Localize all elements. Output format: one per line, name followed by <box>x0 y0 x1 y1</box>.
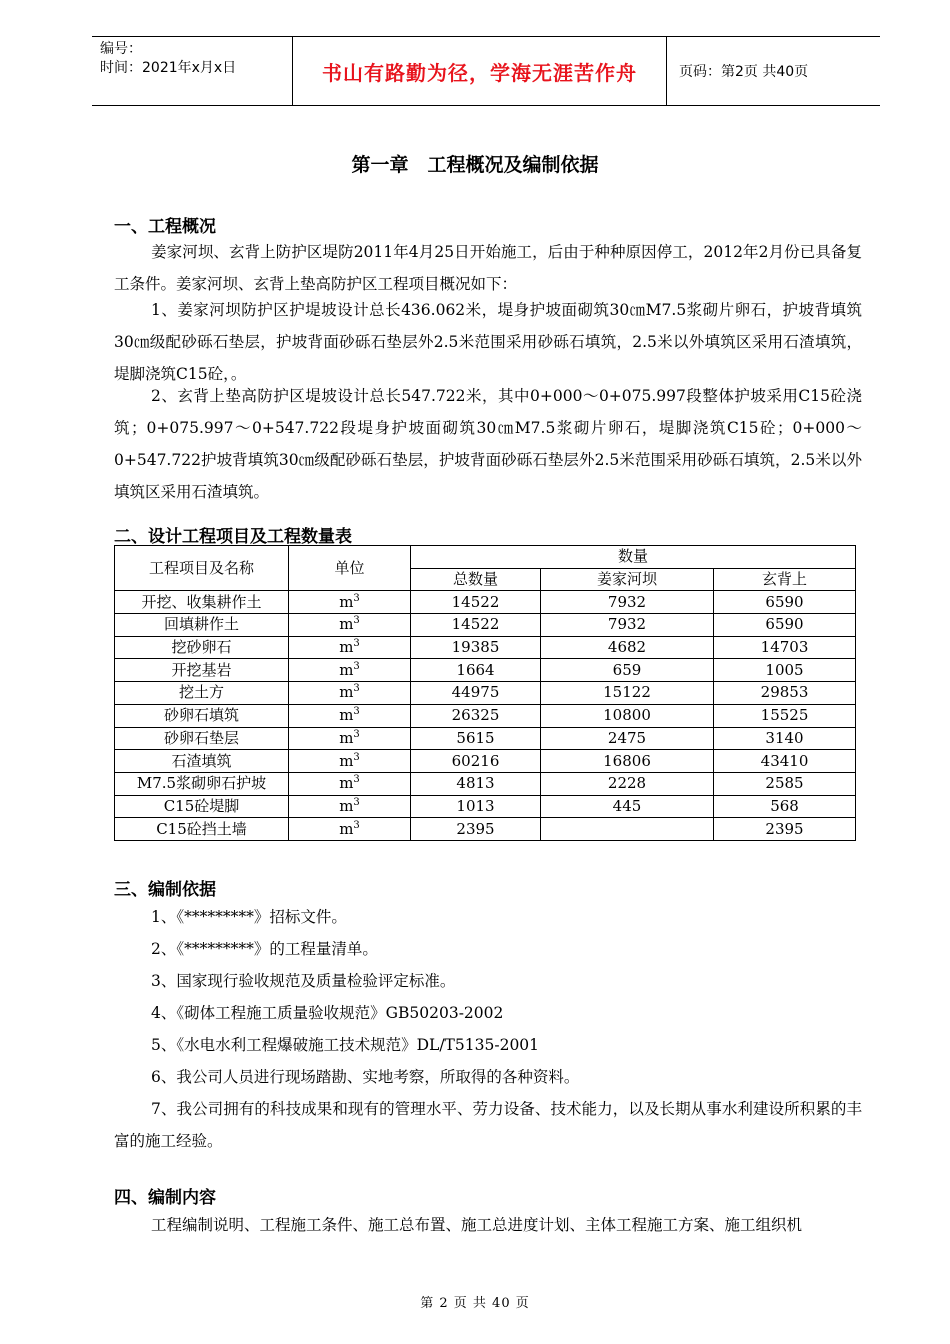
row-name-cell: C15砼挡土墙 <box>115 818 289 841</box>
row-xuanbeishang-cell: 14703 <box>714 636 856 659</box>
row-xuanbeishang-cell: 1005 <box>714 659 856 682</box>
row-total-cell: 2395 <box>411 818 541 841</box>
table-row <box>115 636 856 659</box>
row-unit-cell <box>289 795 411 818</box>
unit-base: m <box>339 615 354 634</box>
row-name-cell: 石渣填筑 <box>115 750 289 773</box>
header-time-label: 时间：2021年x月x日 <box>100 60 237 76</box>
row-jiangjiahe-cell: 15122 <box>541 682 714 705</box>
basis-item-3: 3、国家现行验收规范及质量检验评定标准。 <box>151 972 456 990</box>
section4-title: 四、编制内容 <box>114 1188 216 1208</box>
row-jiangjiahe-cell: 4682 <box>541 636 714 659</box>
section1-intro-text: 姜家河坝、玄背上防护区堤防2011年4月25日开始施工，后由于种种原因停工，2012年2月份已具备复工条件。姜家河坝、玄背上垫高防护区工程项目概况如下： <box>114 243 862 293</box>
row-total-cell: 44975 <box>411 682 541 705</box>
unit-base: m <box>339 751 354 770</box>
basis-item-6: 6、我公司人员进行现场踏勘、实地考察，所取得的各种资料。 <box>151 1068 580 1086</box>
unit-exponent: 3 <box>353 638 360 650</box>
unit-base: m <box>339 706 354 725</box>
unit-exponent: 3 <box>353 796 360 808</box>
col-header-jiangjiahe: 姜家河坝 <box>541 568 714 591</box>
basis-item-2: 2、《*********》的工程量清单。 <box>151 940 378 958</box>
row-xuanbeishang-cell: 2395 <box>714 818 856 841</box>
row-total-cell: 1013 <box>411 795 541 818</box>
row-unit-cell <box>289 704 411 727</box>
row-total-cell: 60216 <box>411 750 541 773</box>
table-row <box>115 704 856 727</box>
col-header-xuanbeishang: 玄背上 <box>714 568 856 591</box>
row-unit-cell <box>289 659 411 682</box>
row-total-cell: 4813 <box>411 772 541 795</box>
row-xuanbeishang-cell: 3140 <box>714 727 856 750</box>
unit-exponent: 3 <box>353 706 360 718</box>
unit-exponent: 3 <box>353 615 360 627</box>
col-header-name: 工程项目及名称 <box>115 546 289 591</box>
row-name-cell: C15砼堤脚 <box>115 795 289 818</box>
unit-base: m <box>339 660 354 679</box>
unit-exponent: 3 <box>353 728 360 740</box>
section1-intro <box>114 236 862 300</box>
row-jiangjiahe-cell: 7932 <box>541 591 714 614</box>
unit-base: m <box>339 683 354 702</box>
unit-exponent: 3 <box>353 774 360 786</box>
row-xuanbeishang-cell: 568 <box>714 795 856 818</box>
row-xuanbeishang-cell: 6590 <box>714 591 856 614</box>
table-row <box>115 727 856 750</box>
unit-exponent: 3 <box>353 751 360 763</box>
row-total-cell: 19385 <box>411 636 541 659</box>
row-jiangjiahe-cell <box>541 818 714 841</box>
unit-base: m <box>339 638 354 657</box>
row-unit-cell <box>289 591 411 614</box>
row-name-cell: M7.5浆砌卵石护坡 <box>115 772 289 795</box>
col-header-quantity: 数量 <box>411 546 856 569</box>
basis-item-5: 5、《水电水利工程爆破施工技术规范》DL/T5135-2001 <box>151 1036 540 1054</box>
section1-item1-text: 1、姜家河坝防护区护堤坡设计总长436.062米，堤身护坡面砌筑30㎝M7.5浆砌片卵石，护坡背填筑30㎝级配砂砾石垫层，护坡背面砂砾石垫层外2.5米范围采用砂砾石填筑，2.5米以外填筑区采用石渣填筑，堤脚浇筑C15砼，。 <box>114 301 862 383</box>
section1-item1 <box>114 294 862 390</box>
row-xuanbeishang-cell: 6590 <box>714 614 856 637</box>
section1-item2-text: 2、玄背上垫高防护区堤坡设计总长547.722米，其中0+000～0+075.997段整体护坡采用C15砼浇筑；0+075.997～0+547.722段堤身护坡面砌筑30㎝M7.5浆砌片卵石，堤脚浇筑C15砼；0+000～0+547.722护坡背填筑30㎝级配砂砾石垫层，护坡背面砂砾石垫层外2.5米范围采用砂砾石填筑，2.5米以外填筑区采用石渣填筑。 <box>114 387 863 501</box>
unit-base: m <box>339 728 354 747</box>
unit-base: m <box>339 819 354 838</box>
row-jiangjiahe-cell: 2228 <box>541 772 714 795</box>
table-row <box>115 659 856 682</box>
basis-item-7-text: 7、我公司拥有的科技成果和现有的管理水平、劳力设备、技术能力，以及长期从事水利建设所积累的丰富的施工经验。 <box>114 1100 862 1150</box>
col-header-unit: 单位 <box>289 546 411 591</box>
row-jiangjiahe-cell: 445 <box>541 795 714 818</box>
header-page-label: 页码：第2页 共40页 <box>679 64 809 80</box>
section3-title: 三、编制依据 <box>114 880 216 900</box>
table-row <box>115 614 856 637</box>
row-jiangjiahe-cell: 10800 <box>541 704 714 727</box>
row-unit-cell <box>289 772 411 795</box>
table-row <box>115 591 856 614</box>
row-unit-cell <box>289 636 411 659</box>
unit-exponent: 3 <box>353 660 360 672</box>
unit-exponent: 3 <box>353 819 360 831</box>
row-unit-cell <box>289 682 411 705</box>
row-name-cell: 挖砂卵石 <box>115 636 289 659</box>
row-xuanbeishang-cell: 43410 <box>714 750 856 773</box>
unit-exponent: 3 <box>353 592 360 604</box>
row-xuanbeishang-cell: 29853 <box>714 682 856 705</box>
quantity-table-body <box>115 591 856 841</box>
section4-text: 工程编制说明、工程施工条件、施工总布置、施工总进度计划、主体工程施工方案、施工组织机 <box>151 1216 803 1234</box>
table-row <box>115 818 856 841</box>
page-header <box>92 36 880 106</box>
unit-base: m <box>339 796 354 815</box>
basis-item-7 <box>114 1093 862 1157</box>
row-unit-cell <box>289 750 411 773</box>
row-name-cell: 开挖基岩 <box>115 659 289 682</box>
row-unit-cell <box>289 614 411 637</box>
row-name-cell: 砂卵石垫层 <box>115 727 289 750</box>
table-row <box>115 682 856 705</box>
row-total-cell: 14522 <box>411 614 541 637</box>
row-total-cell: 5615 <box>411 727 541 750</box>
basis-item-4: 4、《砌体工程施工质量验收规范》GB50203-2002 <box>151 1004 504 1022</box>
row-jiangjiahe-cell: 2475 <box>541 727 714 750</box>
row-name-cell: 挖土方 <box>115 682 289 705</box>
table-row <box>115 750 856 773</box>
section1-title: 一、工程概况 <box>114 217 216 237</box>
col-header-total: 总数量 <box>411 568 541 591</box>
unit-exponent: 3 <box>353 683 360 695</box>
row-unit-cell <box>289 818 411 841</box>
basis-item-1: 1、《*********》招标文件。 <box>151 908 347 926</box>
section1-item2 <box>114 380 862 508</box>
row-name-cell: 回填耕作土 <box>115 614 289 637</box>
row-name-cell: 砂卵石填筑 <box>115 704 289 727</box>
header-meta <box>92 37 293 105</box>
row-total-cell: 1664 <box>411 659 541 682</box>
row-name-cell: 开挖、收集耕作土 <box>115 591 289 614</box>
row-xuanbeishang-cell: 2585 <box>714 772 856 795</box>
row-jiangjiahe-cell: 659 <box>541 659 714 682</box>
quantity-table <box>114 545 856 841</box>
row-total-cell: 26325 <box>411 704 541 727</box>
unit-base: m <box>339 592 354 611</box>
header-motto: 书山有路勤为径，学海无涯苦作舟 <box>293 37 667 105</box>
row-jiangjiahe-cell: 7932 <box>541 614 714 637</box>
row-jiangjiahe-cell: 16806 <box>541 750 714 773</box>
row-unit-cell <box>289 727 411 750</box>
row-total-cell: 14522 <box>411 591 541 614</box>
page-footer: 第 2 页 共 40 页 <box>420 1296 530 1311</box>
row-xuanbeishang-cell: 15525 <box>714 704 856 727</box>
table-row <box>115 772 856 795</box>
header-number-label: 编号： <box>100 41 142 57</box>
table-row <box>115 795 856 818</box>
section2-title: 二、设计工程项目及工程数量表 <box>114 527 352 547</box>
chapter-title: 第一章 工程概况及编制依据 <box>351 154 599 176</box>
unit-base: m <box>339 774 354 793</box>
